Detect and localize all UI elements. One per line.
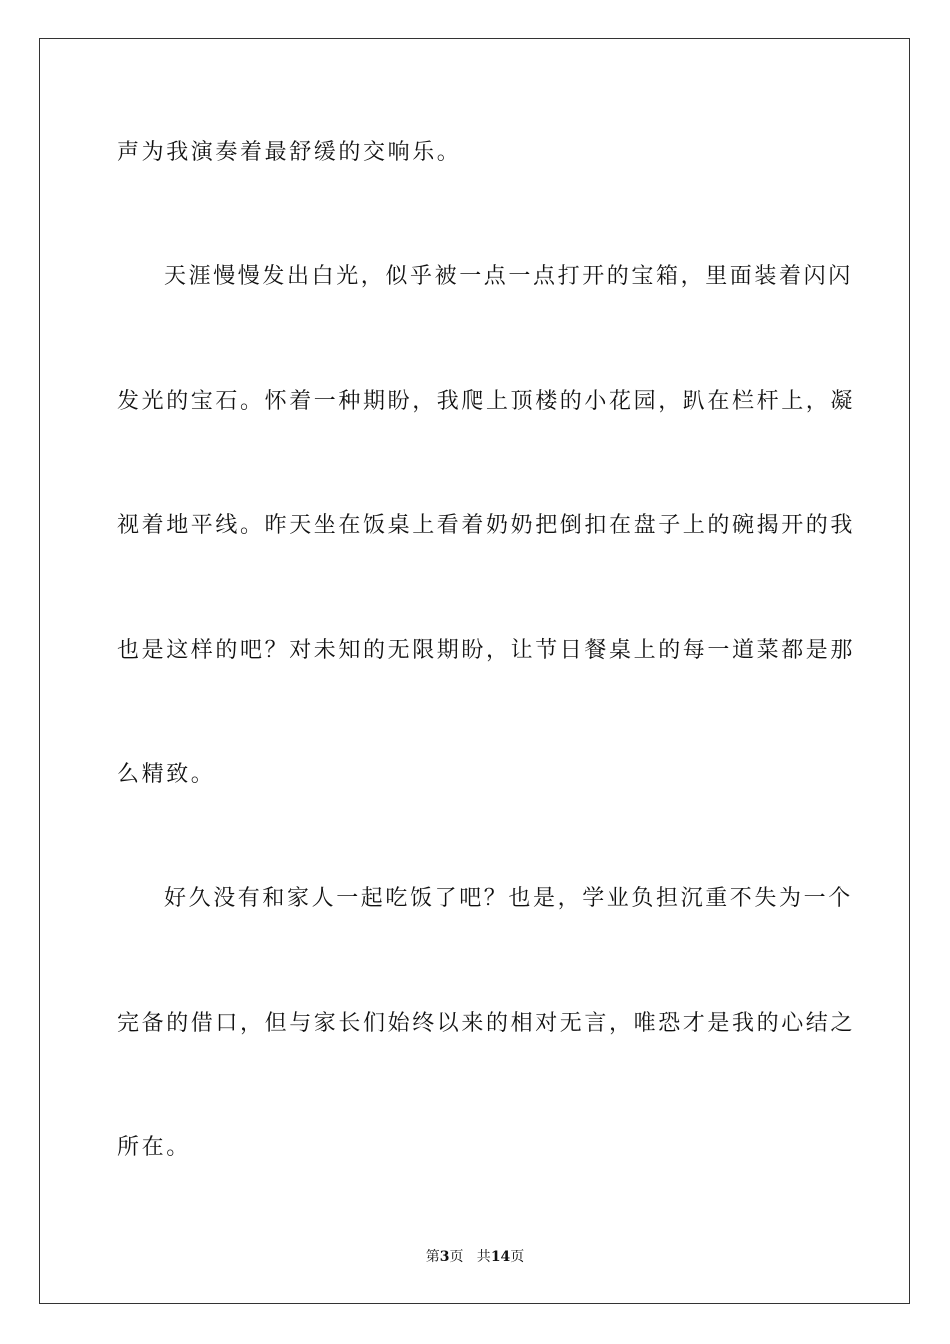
text-line: 声为我演奏着最舒缓的交响乐。 bbox=[117, 140, 462, 165]
text-line: 完备的借口，但与家长们始终以来的相对无言，唯恐才是我的心结之 bbox=[117, 1011, 856, 1036]
footer-middle: 页 共 bbox=[449, 1249, 491, 1265]
text-line: 所在。 bbox=[117, 1135, 191, 1160]
text-line: 也是这样的吧？对未知的无限期盼，让节日餐桌上的每一道菜都是那 bbox=[117, 638, 856, 663]
text-line: 视着地平线。昨天坐在饭桌上看着奶奶把倒扣在盘子上的碗揭开的我 bbox=[117, 513, 856, 538]
footer-suffix: 页 bbox=[510, 1249, 525, 1265]
footer-page-number: 3 bbox=[439, 1249, 450, 1265]
footer-total-pages: 14 bbox=[490, 1249, 511, 1265]
page-footer bbox=[0, 1246, 950, 1266]
page-border bbox=[39, 38, 910, 1304]
text-line: 发光的宝石。怀着一种期盼，我爬上顶楼的小花园，趴在栏杆上，凝 bbox=[117, 389, 856, 414]
text-line: 么精致。 bbox=[117, 762, 216, 787]
footer-prefix: 第 bbox=[425, 1249, 440, 1265]
paragraph-start-line: 好久没有和家人一起吃饭了吧？也是，学业负担沉重不失为一个 bbox=[164, 886, 853, 911]
paragraph-start-line: 天涯慢慢发出白光，似乎被一点一点打开的宝箱，里面装着闪闪 bbox=[164, 264, 853, 289]
